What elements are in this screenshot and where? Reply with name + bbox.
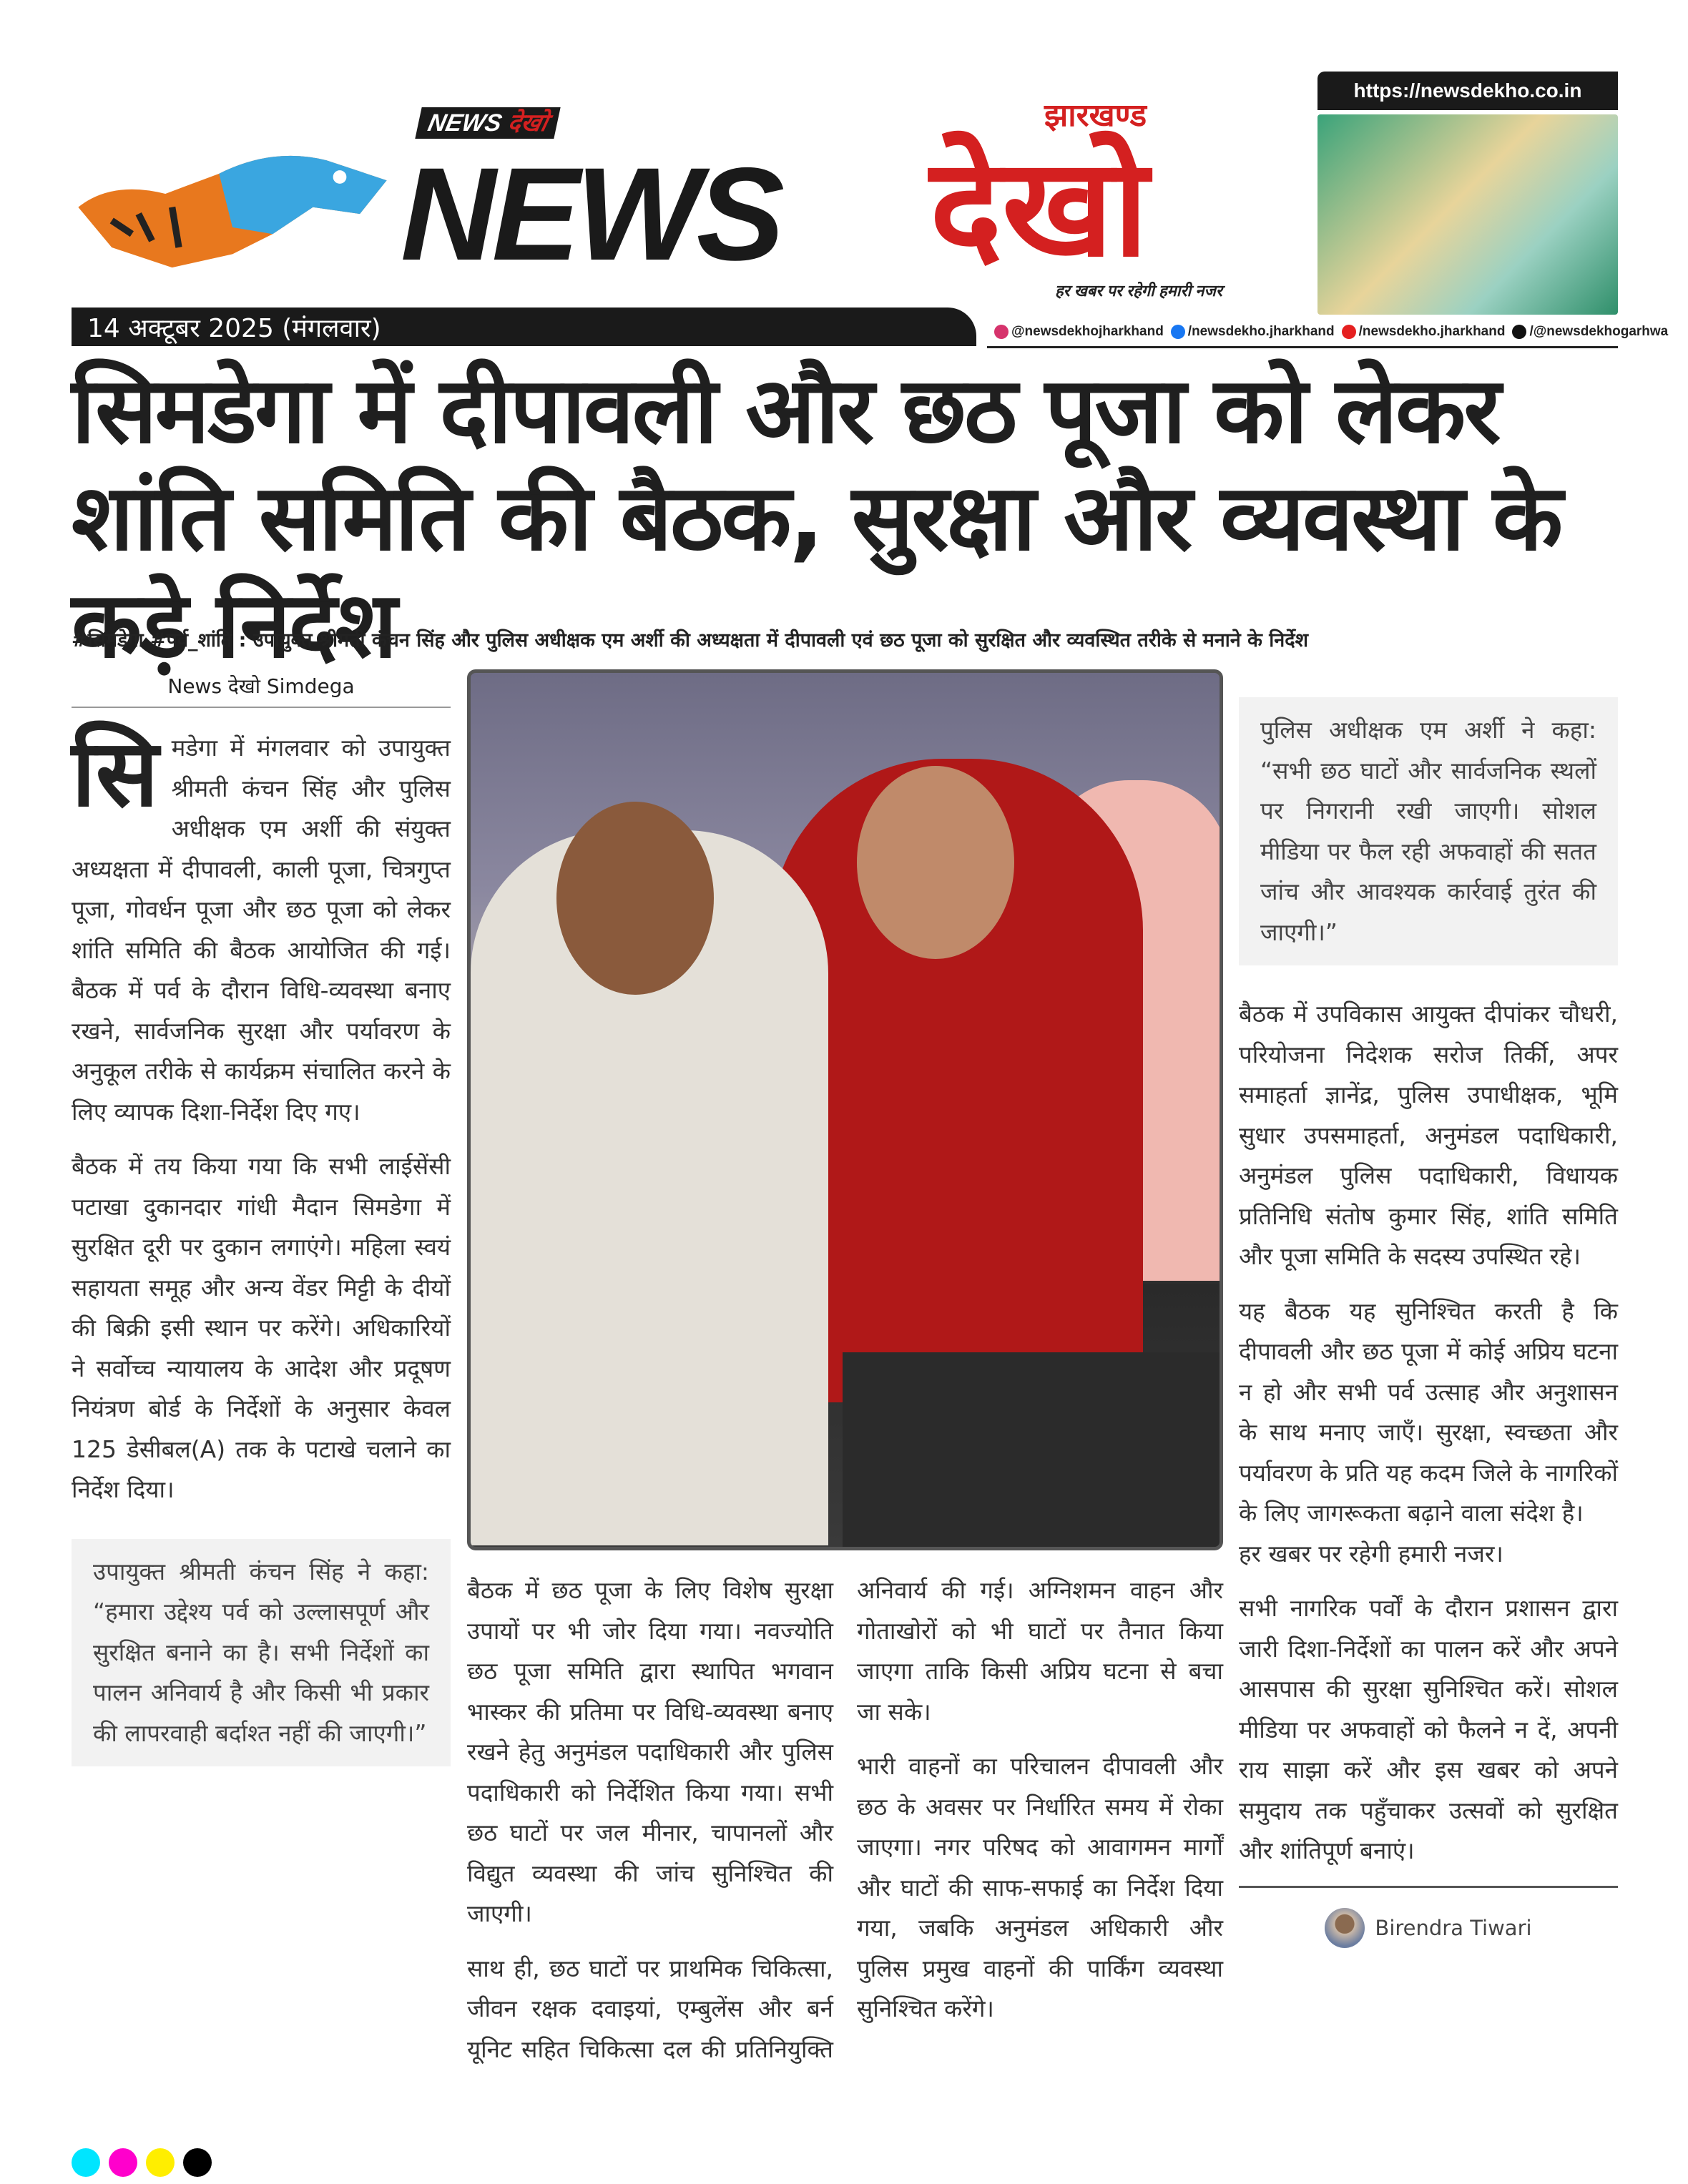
logo-dekho: देखो	[930, 132, 1149, 284]
social-label: /newsdekho.jharkhand	[1358, 324, 1506, 339]
website-url[interactable]: https://newsdekho.co.in	[1317, 72, 1618, 110]
paragraph: भारी वाहनों का परिचालन दीपावली और छठ के अवसर पर निर्धारित समय में रोका जाएगा। नगर परिषद को आवागमन मार्गों और घाटों की साफ-सफाई का निर्देश दिया गया, जबकि अनुमंडल अधिकारी और पुलिस प्रमुख वाहनों की पार्किंग व्यवस्था सुनिश्चित करेंगे।	[857, 1752, 1223, 2022]
date-bar	[72, 308, 976, 346]
headline: सिमडेगा में दीपावली और छठ पूजा को लेकर शांति समिति की बैठक, सुरक्षा और व्यवस्था के कड़े निर्देश	[72, 358, 1561, 679]
paragraph: मडेगा में मंगलवार को उपायुक्त श्रीमती कंचन सिंह और पुलिस अधीक्षक एम अर्शी की संयुक्त अध्यक्षता में दीपावली, काली पूजा, चित्रगुप्त पूजा, गोवर्धन पूजा और छठ पूजा को लेकर शांति समिति की बैठक आयोजित की गई। बैठक में पर्व के दौरान विधि-व्यवस्था बनाए रखने, सार्वजनिक सुरक्षा और पर्यावरण के अनुकूल तरीके से कार्यक्रम संचालित करने के लिए व्यापक दिशा-निर्देश दिए गए।	[72, 734, 451, 1126]
social-youtube[interactable]	[1342, 323, 1506, 340]
paragraph: बैठक में छठ पूजा के लिए विशेष सुरक्षा उपायों पर भी जोर दिया गया। नवज्योति छठ पूजा समिति द्वारा स्थापित भगवान भास्कर की प्रतिमा पर विधि-व्यवस्था बनाए रखने हेतु अनुमंडल पदाधिकारी और पुलिस पदाधिकारी को निर्देशित किया गया। सभी छठ घाटों पर जल मीनार, चापानलों और विद्युत व्यवस्था की जांच सुनिश्चित की जाएगी।	[467, 1576, 833, 1927]
drop-cap: सि	[72, 719, 159, 827]
social-x[interactable]	[1512, 323, 1668, 340]
paragraph: हर खबर पर रहेगी हमारी नजर।	[1239, 1539, 1503, 1568]
column-1	[72, 719, 451, 1766]
yellow-dot	[146, 2148, 175, 2177]
instagram-icon	[994, 325, 1009, 339]
quote-box: पुलिस अधीक्षक एम अर्शी ने कहा: “सभी छठ घाटों और सार्वजनिक स्थलों पर निगरानी रखी जाएगी। सोशल मीडिया पर फैल रही अफवाहों की सतत जांच और आवश्यक कार्रवाई तुरंत की जाएगी।”	[1239, 697, 1618, 965]
x-icon	[1512, 325, 1526, 339]
columns-2-3	[467, 1570, 1223, 2070]
byline: News देखो Simdega	[72, 672, 451, 708]
subheadline: #सिमडेगा #पर्व_शांति : उपायुक्त श्रीमती कंचन सिंह और पुलिस अधीक्षक एम अर्शी की अध्यक्षता में दीपावली एवं छठ पूजा को सुरक्षित और व्यवस्थित तरीके से मनाने के निर्देश	[72, 629, 1308, 651]
youtube-icon	[1342, 325, 1356, 339]
date: 14 अक्टूबर 2025 (मंगलवार)	[87, 313, 381, 343]
quote-box: उपायुक्त श्रीमती कंचन सिंह ने कहा: “हमारा उद्देश्य पर्व को उल्लासपूर्ण और सुरक्षित बनाने का है। सभी निर्देशों का पालन अनिवार्य है और किसी भी प्रकार की लापरवाही बर्दाश्त नहीं की जाएगी।”	[72, 1539, 451, 1767]
social-label: /@newsdekhogarhwa	[1529, 324, 1669, 339]
tiger-robot-logo-icon	[72, 114, 393, 293]
avatar	[1325, 1908, 1365, 1948]
author-divider	[1239, 1886, 1618, 1888]
author-name: Birendra Tiwari	[1375, 1915, 1532, 1940]
cmyk-marks	[72, 2148, 212, 2177]
header-divider	[987, 346, 1618, 348]
photo-face	[857, 766, 1014, 959]
badge-dekho: देखो	[505, 109, 551, 137]
badge-news: NEWS	[425, 109, 505, 137]
paragraph: यह बैठक यह सुनिश्चित करती है कि दीपावली और छठ पूजा में कोई अप्रिय घटना न हो और सभी पर्व उत्साह और अनुशासन के साथ मनाए जाएँ। सुरक्षा, स्वच्छता और पर्यावरण के प्रति यह कदम जिले के नागरिकों के लिए जागरूकता बढ़ाने वाला संदेश है।	[1239, 1297, 1618, 1527]
facebook-icon	[1171, 325, 1185, 339]
social-facebook[interactable]	[1171, 323, 1335, 340]
paragraph: बैठक में तय किया गया कि सभी लाईसेंसी पटाखा दुकानदार गांधी मैदान सिमडेगा में सुरक्षित दूरी पर दुकान लगाएंगे। महिला स्वयं सहायता समूह और अन्य वेंडर मिट्टी के दीयों की बिक्री इसी स्थान पर करेंगे। अधिकारियों ने सर्वोच्च न्यायालय के आदेश और प्रदूषण नियंत्रण बोर्ड के निर्देशों के अनुसार केवल 125 डेसीबल(A) तक के पटाखे चलाने का निर्देश दिया।	[72, 1152, 451, 1503]
paragraph: सभी नागरिक पर्वों के दौरान प्रशासन द्वारा जारी दिशा-निर्देशों का पालन करें और अपने आसपास की सुरक्षा सुनिश्चित करें। सोशल मीडिया पर अफवाहों को फैलने न दें, अपनी राय साझा करें और इस खबर को अपने समुदाय तक पहुँचाकर उत्सवों को सुरक्षित और शांतिपूर्ण बनाएं।	[1239, 1594, 1618, 1864]
languages-illustration	[1317, 114, 1618, 315]
logo-tagline: हर खबर पर रहेगी हमारी नजर	[1055, 282, 1222, 300]
paragraph: बैठक में उपविकास आयुक्त दीपांकर चौधरी, परियोजना निदेशक सरोज तिर्की, अपर समाहर्ता ज्ञानेंद्र, पुलिस उपाधीक्षक, भूमि सुधार उपसमाहर्ता, अनुमंडल पदाधिकारी, अनुमंडल पुलिस पदाधिकारी, विधायक प्रतिनिधि संतोष कुमार सिंह, शांति समिति और पूजा समिति के सदस्य उपस्थित रहे।	[1239, 1000, 1618, 1270]
black-dot	[183, 2148, 212, 2177]
column-4	[1239, 697, 1618, 1948]
paragraph: साथ ही, छठ घाटों पर प्राथमिक चिकित्सा, जीवन रक्षक दवाइयां, एम्बुलेंस और बर्न यूनिट सहित चिकित्सा दल की प्रतिनियुक्ति अनिवार्य की गई। अग्निशमन वाहन और गोताखोरों को भी घाटों पर तैनात किया जाएगा ताकि किसी अप्रिय घटना से बचा जा सके।	[467, 1576, 1223, 2063]
photo-table	[843, 1352, 1223, 1550]
cyan-dot	[72, 2148, 100, 2177]
social-links	[994, 323, 1668, 340]
social-instagram[interactable]	[994, 323, 1164, 340]
social-label: @newsdekhojharkhand	[1011, 324, 1164, 339]
photo-face	[556, 802, 714, 995]
magenta-dot	[109, 2148, 137, 2177]
meeting-photo	[467, 669, 1223, 1550]
author	[1239, 1908, 1618, 1948]
logo-news: NEWS	[401, 141, 780, 288]
social-label: /newsdekho.jharkhand	[1187, 324, 1335, 339]
logo-state: झारखण्ड	[1044, 98, 1147, 133]
news-dekho-badge	[415, 107, 560, 139]
